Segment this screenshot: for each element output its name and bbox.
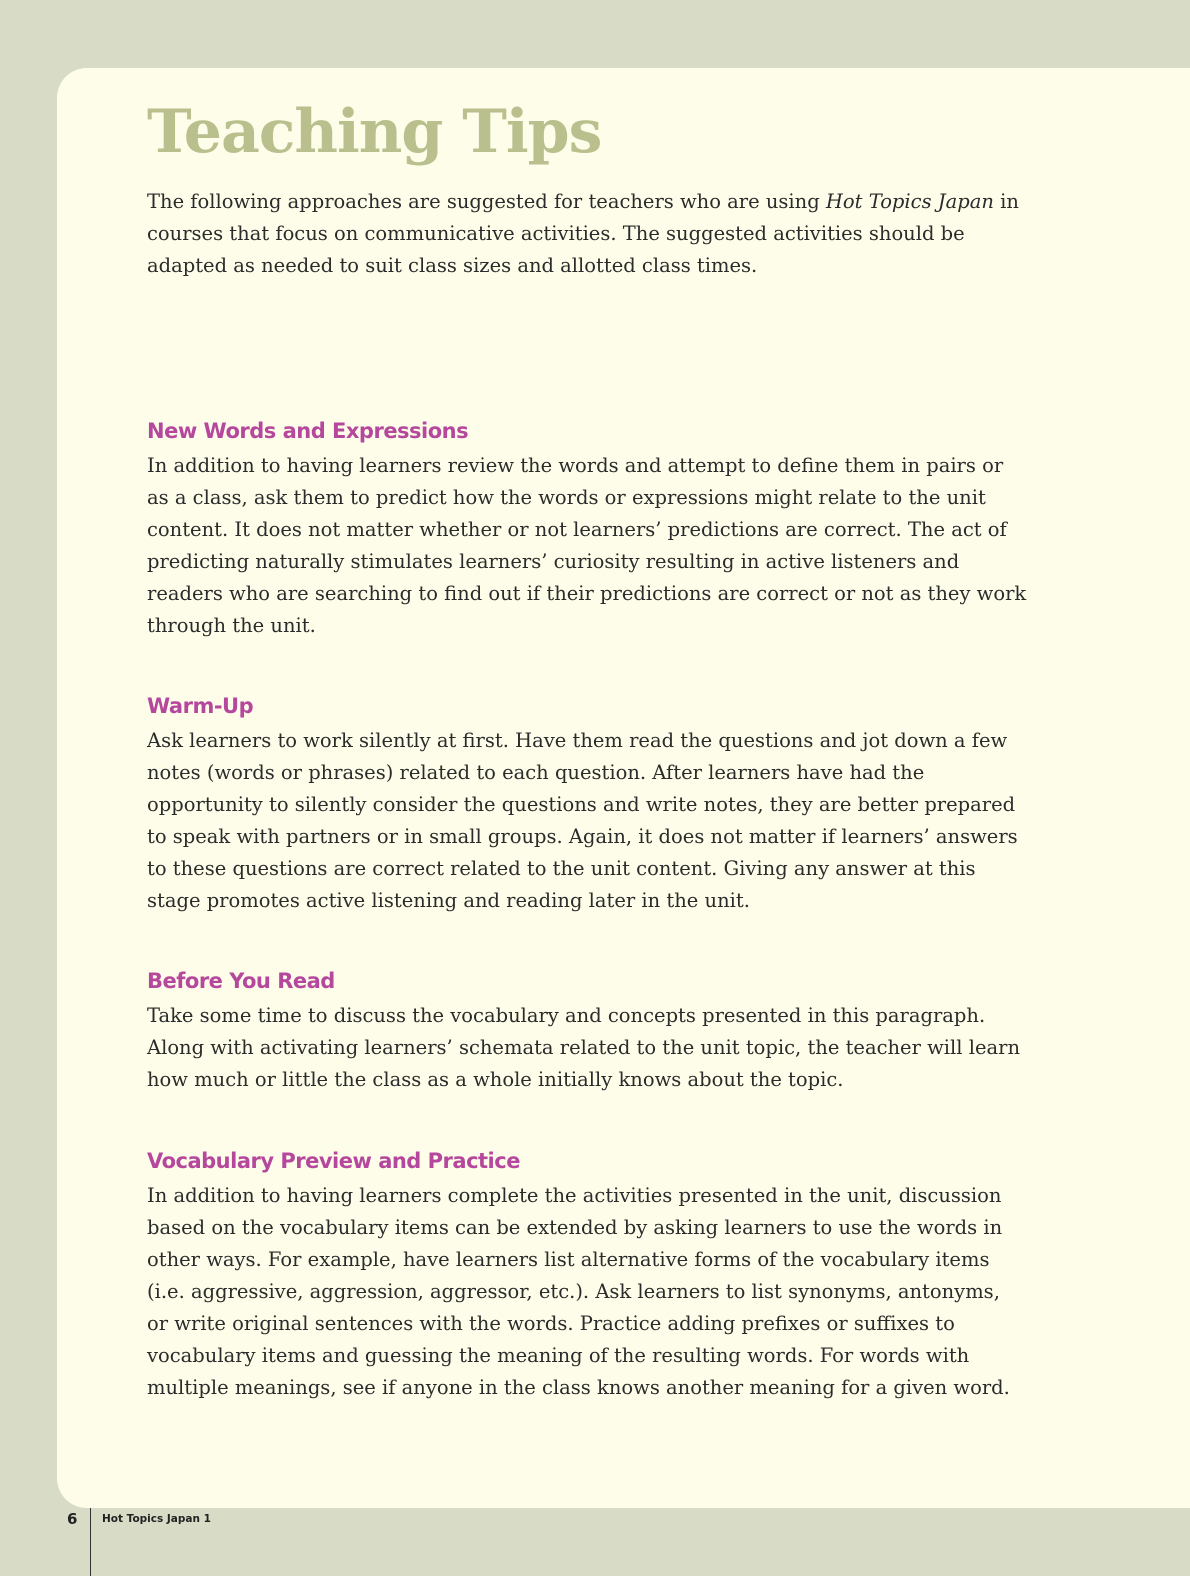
section-heading: Warm-Up <box>147 694 254 718</box>
footer-book-title: Hot Topics Japan 1 <box>102 1513 211 1525</box>
page-number: 6 <box>67 1510 78 1528</box>
intro-block <box>147 90 1027 282</box>
footer-divider <box>90 1508 91 1576</box>
intro-text-start: The following approaches are suggested for teachers who are using <box>147 190 826 213</box>
intro-paragraph <box>147 186 1027 282</box>
section-body: In addition to having learners complete the activities presented in the unit, discussion based on the vocabulary items can be extended by asking learners to use the words in other ways. For example, have learners list alternative forms of the vocabulary items (i.e. aggressive, aggression, aggressor, etc.). Ask learners to list synonyms, antonyms, or write original sentences with the words. Practice adding prefixes or suffixes to vocabulary items and guessing the meaning of the resulting words. For words with multiple meanings, see if anyone in the class knows another meaning for a given word. <box>147 1184 1010 1399</box>
section-body: Take some time to discuss the vocabulary and concepts presented in this paragraph. Along with activating learners’ schemata related to the unit topic, the teacher will learn how much or little the class as a whole initially knows about the topic. <box>147 1004 1020 1091</box>
section-body: In addition to having learners review the words and attempt to define them in pairs or as a class, ask them to predict how the words or expressions might relate to the unit content. It does not matter whether or not learners’ predictions are correct. The act of predicting naturally stimulates learners’ curiosity resulting in active listeners and readers who are searching to find out if their predictions are correct or not as they work through the unit. <box>147 454 1027 637</box>
section-vocabulary-preview <box>147 1146 1027 1404</box>
page-title: Teaching Tips <box>147 97 602 167</box>
book-title-italic: Hot Topics Japan <box>825 190 994 213</box>
section-body: Ask learners to work silently at first. Have them read the questions and jot down a few notes (words or phrases) related to each question. After learners have had the opportunity to silently consider the questions and write notes, they are better prepared to speak with partners or in small groups. Again, it does not matter if learners’ answers to these questions are correct related to the unit content. Giving any answer at this stage promotes active listening and reading later in the unit. <box>147 729 1018 912</box>
section-new-words <box>147 416 1027 642</box>
section-heading: Before You Read <box>147 969 335 993</box>
section-before-you-read <box>147 966 1027 1096</box>
intro-text-end: in courses that focus on communicative activities. The suggested activities should be adapted as needed to suit class sizes and allotted class times. <box>147 190 1019 277</box>
section-heading: Vocabulary Preview and Practice <box>147 1149 520 1173</box>
section-warm-up <box>147 691 1027 917</box>
section-heading: New Words and Expressions <box>147 419 469 443</box>
